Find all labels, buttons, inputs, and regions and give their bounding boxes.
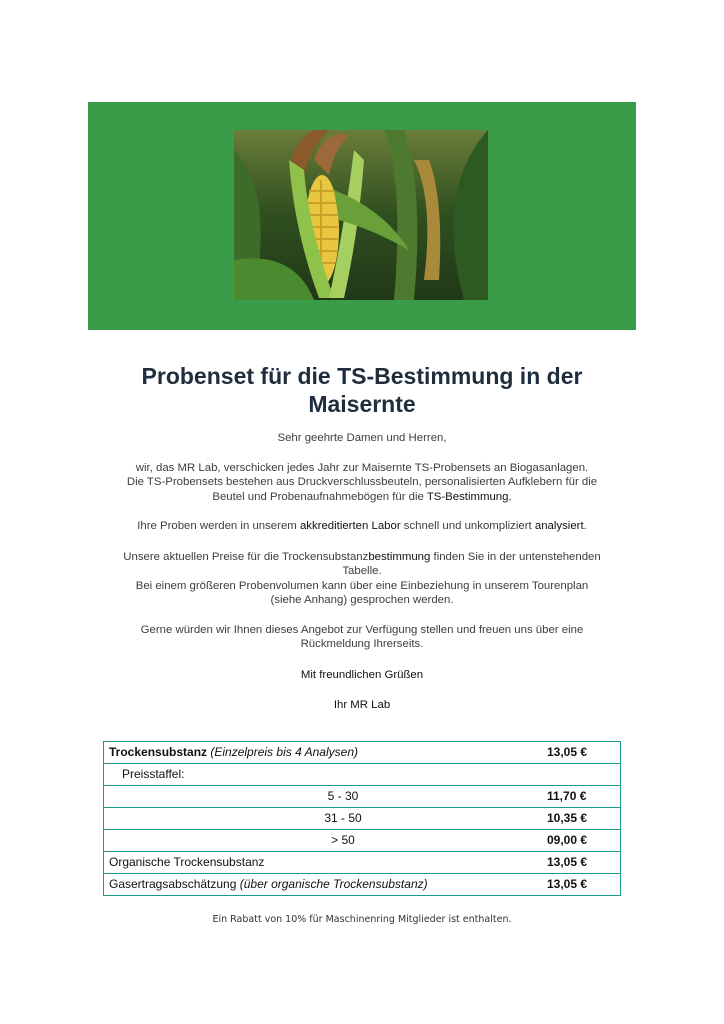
offer-line-2: Rückmeldung Ihrerseits. (300, 638, 424, 651)
closing: Mit freundlichen Grüßen (300, 669, 424, 681)
intro-line-2: Die TS-Probensets bestehen aus Druckverschlussbeuteln, personalisierten Aufklebern für die (126, 476, 598, 489)
tier-range: > 50 (331, 833, 355, 847)
row-label: Organische Trockensubstanz (109, 855, 265, 869)
page-title: Probenset für die TS-Bestimmung in der Maisernte (141, 363, 583, 417)
intro-line-1: wir, das MR Lab, verschicken jedes Jahr zur Maisernte TS-Probensets an Biogasanlagen. (135, 462, 589, 474)
row-price: 11,70 € (547, 789, 587, 803)
intro-paragraph (96, 461, 628, 504)
prices-line-3: Bei einem größeren Probenvolumen kann über eine Einbeziehung in unserem Tourenplan (135, 579, 589, 592)
table-row (104, 830, 620, 852)
row-label: Trockensubstanz (Einzelpreis bis 4 Analysen) (109, 745, 358, 759)
table-row (104, 808, 620, 830)
intro-line-3: Beutel und Probenaufnahmebögen für die TS-Bestimmung. (212, 490, 512, 503)
table-row (104, 742, 620, 764)
offer-line-1: Gerne würden wir Ihnen dieses Angebot zur Verfügung stellen und freuen uns über eine (140, 624, 584, 636)
row-price: 13,05 € (547, 877, 588, 891)
row-price: 10,35 € (547, 811, 588, 825)
table-row (104, 786, 620, 808)
table-row (104, 852, 620, 874)
discount-note: Ein Rabatt von 10% für Maschinenring Mitglieder ist enthalten. (212, 914, 512, 925)
prices-line-4: (siehe Anhang) gesprochen werden. (270, 594, 454, 607)
tier-range: 5 - 30 (327, 789, 359, 803)
prices-line-1: Unsere aktuellen Preise für die Trockensubstanzbestimmung finden Sie in der untenstehenden (123, 551, 601, 563)
price-table (103, 741, 621, 896)
lab-paragraph: Ihre Proben werden in unserem akkreditierten Labor schnell und unkompliziert analysiert. (137, 520, 587, 532)
tier-range: 31 - 50 (324, 811, 362, 825)
row-price: 13,05 € (547, 855, 588, 869)
prices-line-2: Tabelle. (342, 565, 382, 578)
salutation: Sehr geehrte Damen und Herren, (277, 432, 447, 444)
corn-photo (234, 130, 488, 300)
prices-paragraph (96, 550, 628, 608)
row-price: 09,00 € (547, 833, 588, 847)
signature: Ihr MR Lab (333, 699, 391, 711)
table-row (104, 764, 620, 786)
table-row (104, 874, 620, 895)
row-price: 13,05 € (547, 745, 588, 759)
header-banner (88, 102, 636, 330)
tier-heading: Preisstaffel: (122, 767, 185, 781)
offer-paragraph (96, 623, 628, 652)
row-label: Gasertragsabschätzung (über organische Trockensubstanz) (109, 877, 428, 891)
